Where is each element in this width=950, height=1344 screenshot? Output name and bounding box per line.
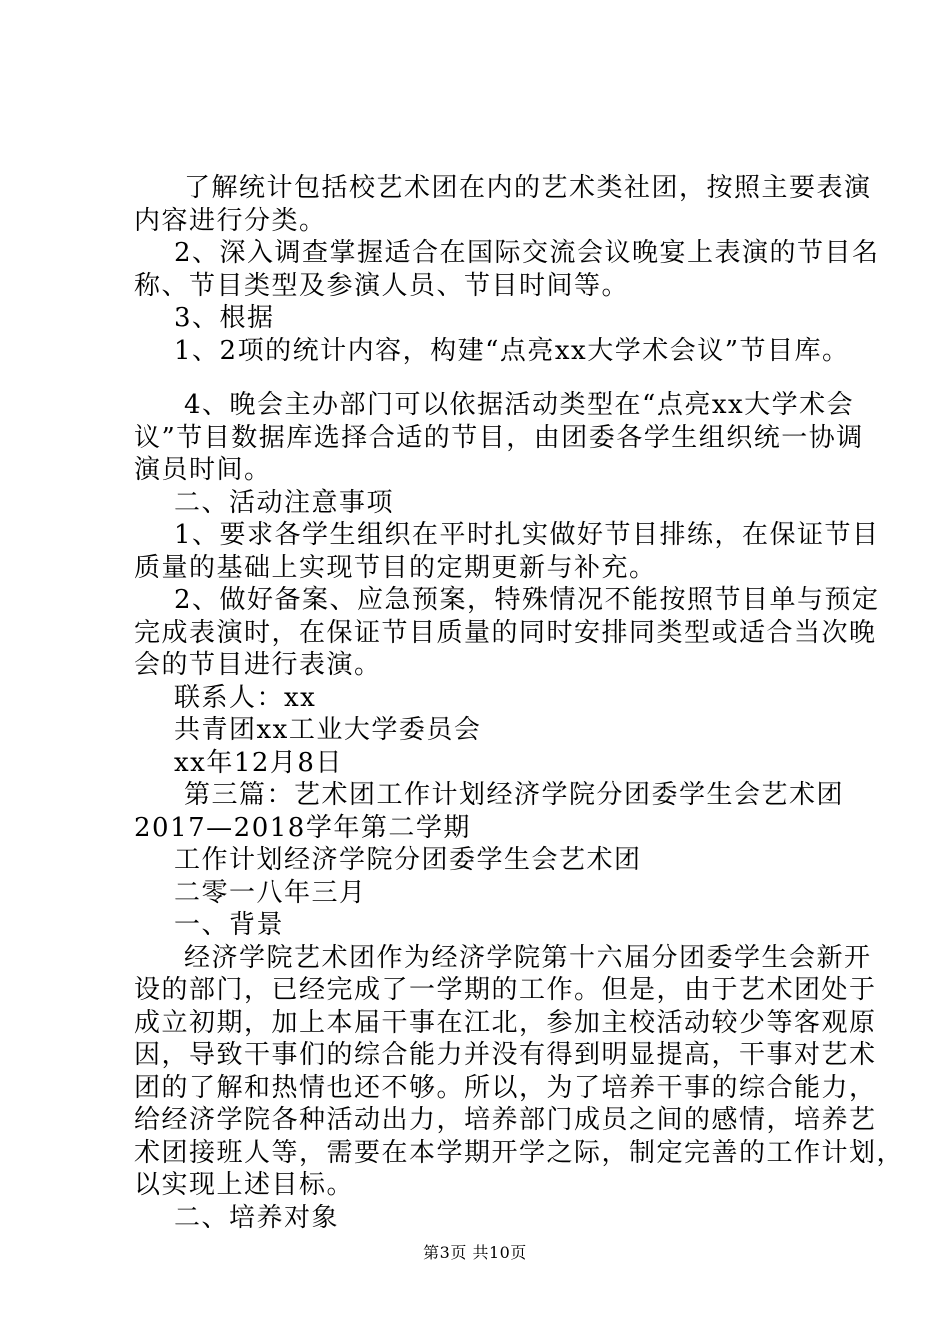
text-line: 以实现上述目标。 bbox=[134, 1170, 355, 1200]
text-line: 了解统计包括校艺术团在内的艺术类社团，按照主要表演 bbox=[184, 173, 872, 203]
text-line: 团的了解和热情也还不够。所以，为了培养干事的综合能力， bbox=[134, 1072, 877, 1103]
paragraph-gap bbox=[134, 367, 834, 389]
text-line: 4、晚会主办部门可以依据活动类型在“点亮xx大学术会 bbox=[184, 390, 855, 420]
text-line: 二、活动注意事项 bbox=[174, 487, 395, 518]
text-line: 术团接班人等，需要在本学期开学之际，制定完善的工作计划， bbox=[134, 1137, 905, 1168]
text-line: 完成表演时，在保证节目质量的同时安排同类型或适合当次晚 bbox=[134, 617, 877, 648]
text-line: 二零一八年三月 bbox=[174, 877, 367, 908]
text-line: 经济学院艺术团作为经济学院第十六届分团委学生会新开 bbox=[184, 942, 872, 973]
text-line: 1、2项的统计内容，构建“点亮xx大学术会议”节目库。 bbox=[174, 335, 850, 366]
text-line: 内容进行分类。 bbox=[134, 205, 327, 236]
text-line: 二、培养对象 bbox=[174, 1202, 340, 1233]
text-line: 1、要求各学生组织在平时扎实做好节目排练，在保证节目 bbox=[174, 520, 880, 550]
text-line: 演员时间。 bbox=[134, 455, 272, 485]
text-line: 设的部门，已经完成了一学期的工作。但是，由于艺术团处于 bbox=[134, 975, 877, 1005]
text-line: 成立初期，加上本届干事在江北，参加主校活动较少等客观原 bbox=[134, 1007, 877, 1038]
text-line: 2、深入调查掌握适合在国际交流会议晚宴上表演的节目名 bbox=[174, 238, 880, 268]
text-line: xx年12月8日 bbox=[174, 747, 343, 778]
text-line: 2、做好备案、应急预案，特殊情况不能按照节目单与预定 bbox=[174, 585, 880, 615]
text-line: 3、根据 bbox=[174, 303, 275, 333]
text-line: 第三篇：艺术团工作计划经济学院分团委学生会艺术团 bbox=[184, 780, 845, 810]
text-line: 会的节目进行表演。 bbox=[134, 650, 382, 680]
text-line: 2017—2018学年第二学期 bbox=[134, 812, 471, 843]
text-line: 工作计划经济学院分团委学生会艺术团 bbox=[174, 845, 642, 875]
text-line: 一、背景 bbox=[174, 910, 285, 940]
page-footer: 第3页 共10页 bbox=[423, 1243, 527, 1262]
text-line: 联系人：xx bbox=[174, 682, 317, 713]
text-line: 称、节目类型及参演人员、节目时间等。 bbox=[134, 270, 630, 301]
text-line: 给经济学院各种活动出力，培养部门成员之间的感情，培养艺 bbox=[134, 1105, 877, 1135]
text-line: 因，导致干事们的综合能力并没有得到明显提高，干事对艺术 bbox=[134, 1040, 877, 1070]
text-line: 质量的基础上实现节目的定期更新与补充。 bbox=[134, 552, 657, 583]
text-line: 议”节目数据库选择合适的节目，由团委各学生组织统一协调 bbox=[134, 422, 864, 453]
document-body bbox=[134, 172, 905, 1234]
text-line: 共青团xx工业大学委员会 bbox=[174, 715, 482, 745]
